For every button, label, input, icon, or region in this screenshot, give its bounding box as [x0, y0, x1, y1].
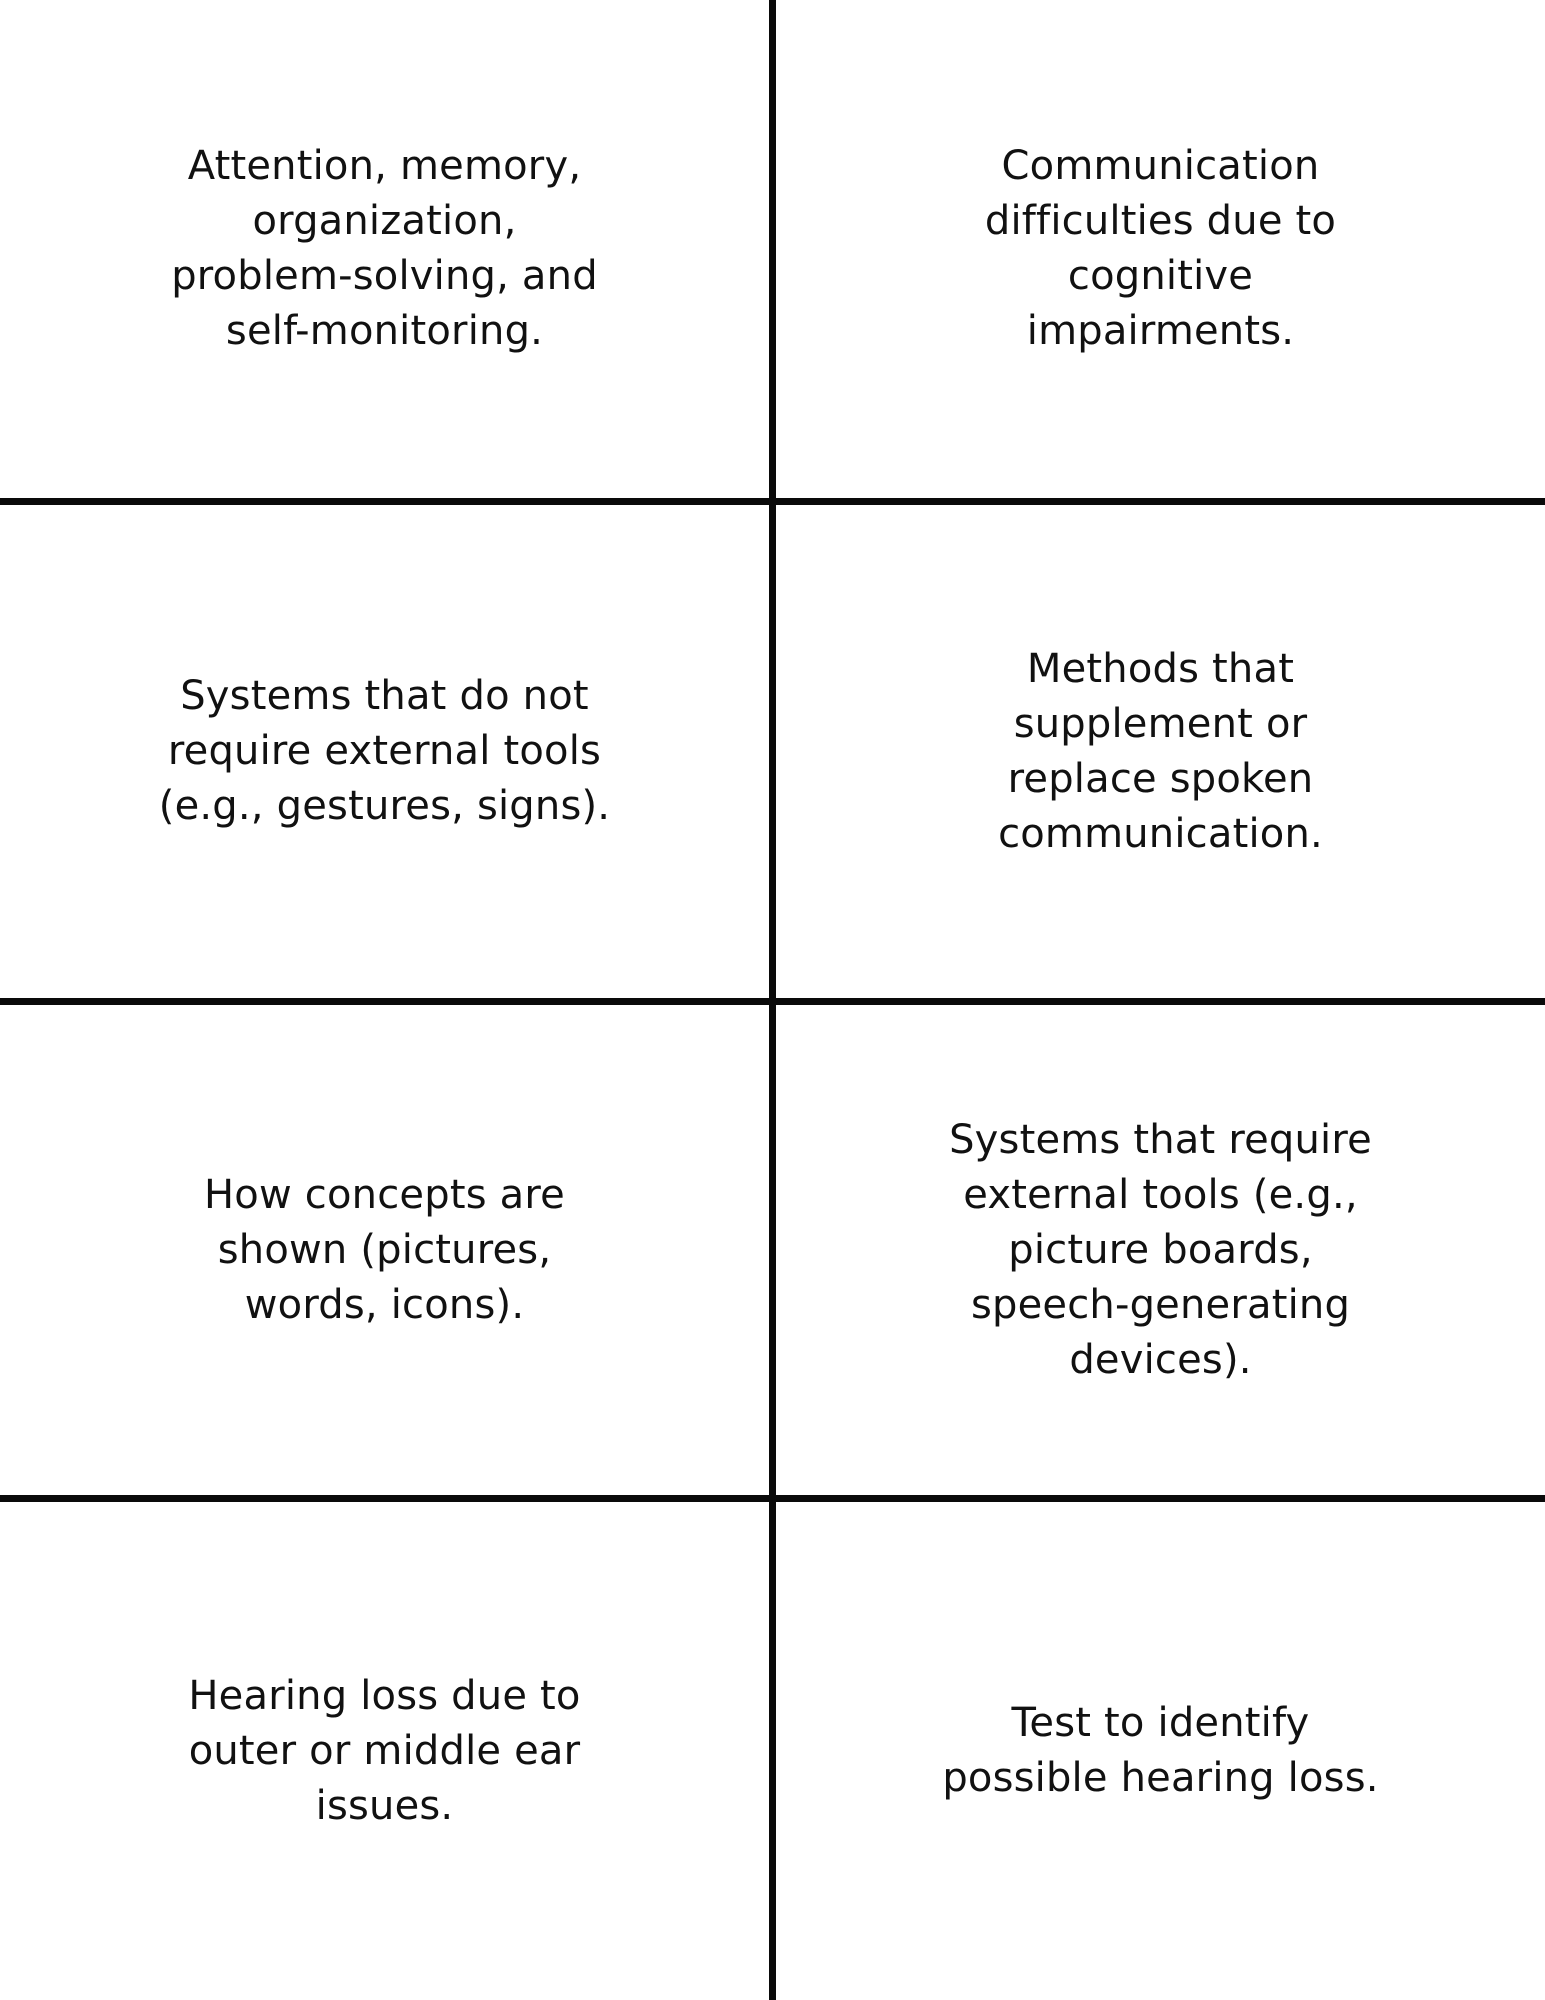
card-hearing-screening [776, 1502, 1545, 2000]
card-line: self-monitoring. [225, 308, 544, 354]
card-unaided-systems [0, 505, 769, 998]
card-supplement-methods [776, 505, 1545, 998]
horizontal-divider-1 [0, 498, 1545, 505]
card-text [188, 1669, 580, 1834]
card-line: external tools (e.g., [963, 1171, 1358, 1218]
card-line: words, icons). [244, 1281, 525, 1328]
card-text [949, 1113, 1372, 1388]
card-conductive-hearing-loss [0, 1502, 769, 2000]
card-concept-representation [0, 1005, 769, 1495]
card-line: difficulties due to [984, 198, 1337, 244]
card-line: Attention, memory, [187, 143, 582, 189]
card-text [204, 1168, 565, 1333]
card-text [159, 669, 610, 834]
card-line: require external tools [167, 728, 602, 774]
card-text [985, 139, 1336, 359]
card-line: problem-solving, and [171, 253, 598, 299]
card-line: Methods that [1026, 645, 1295, 692]
card-line: devices). [1069, 1336, 1252, 1383]
card-line: speech-generating [970, 1281, 1351, 1328]
card-line: outer or middle ear [188, 1727, 581, 1774]
card-line: Systems that do not [180, 673, 589, 719]
card-text [171, 139, 598, 359]
card-line: replace spoken [1007, 755, 1314, 802]
card-line: Test to identify [1011, 1700, 1310, 1746]
card-text [998, 642, 1323, 862]
card-line: shown (pictures, [217, 1226, 552, 1273]
card-line: picture boards, [1008, 1226, 1313, 1273]
card-aided-systems [776, 1005, 1545, 1495]
card-attention-memory [0, 0, 769, 498]
card-line: cognitive [1067, 253, 1254, 299]
horizontal-divider-2 [0, 998, 1545, 1005]
card-line: supplement or [1013, 700, 1308, 747]
card-text [942, 1696, 1378, 1806]
card-line: Systems that require [949, 1116, 1372, 1163]
card-line: Communication [1001, 143, 1320, 189]
card-line: How concepts are [204, 1171, 565, 1218]
card-line: Hearing loss due to [188, 1672, 581, 1719]
card-line: possible hearing loss. [942, 1755, 1379, 1801]
card-line: issues. [315, 1782, 454, 1829]
card-line: communication. [998, 810, 1323, 857]
card-line: organization, [252, 198, 517, 244]
card-line: impairments. [1026, 308, 1295, 354]
card-communication-difficulties [776, 0, 1545, 498]
horizontal-divider-3 [0, 1495, 1545, 1502]
card-line: (e.g., gestures, signs). [158, 783, 611, 829]
